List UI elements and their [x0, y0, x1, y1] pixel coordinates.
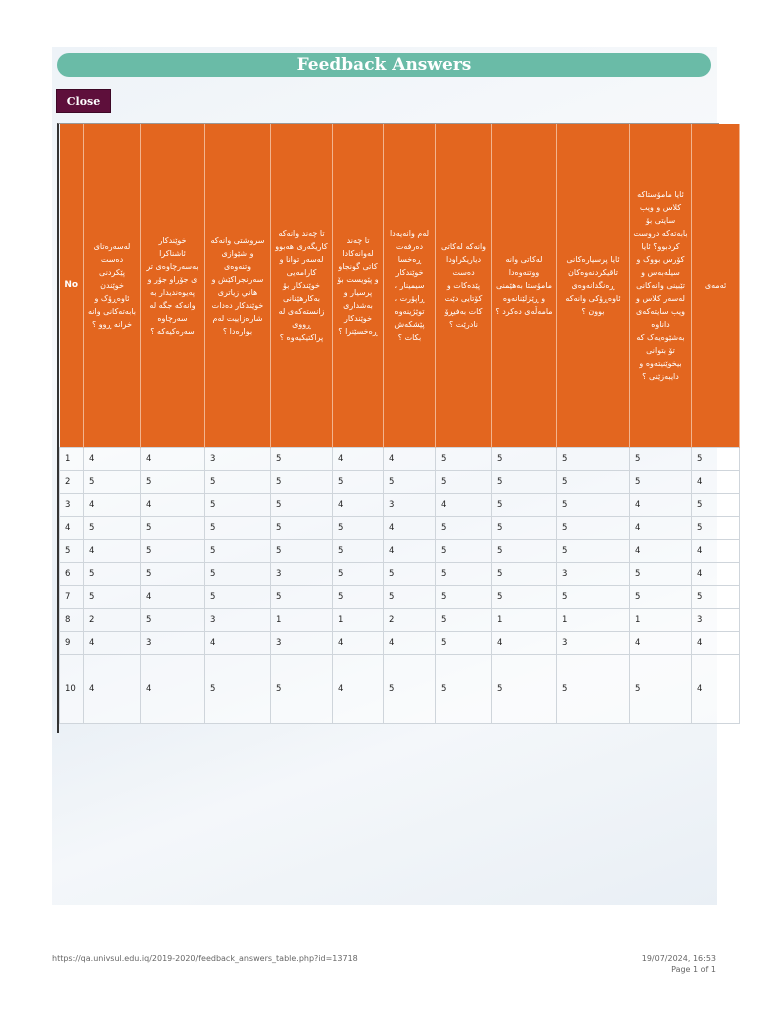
table-cell: 5 — [271, 448, 333, 471]
table-cell: 3 — [271, 632, 333, 655]
table-cell: 5 — [436, 471, 492, 494]
table-cell: 3 — [557, 563, 630, 586]
table-cell: 5 — [692, 517, 740, 540]
feedback-table — [59, 124, 740, 724]
table-cell: 5 — [333, 517, 384, 540]
table-cell: 5 — [384, 655, 436, 724]
table-cell: 5 — [492, 494, 557, 517]
table-cell: 5 — [492, 448, 557, 471]
table-cell: 4 — [141, 448, 205, 471]
table-cell: 5 — [141, 517, 205, 540]
table-cell: 5 — [205, 494, 271, 517]
table-cell: 5 — [141, 609, 205, 632]
table-cell: 5 — [492, 563, 557, 586]
table-cell: 5 — [436, 540, 492, 563]
table-cell: 1 — [271, 609, 333, 632]
table-cell: 5 — [492, 517, 557, 540]
table-cell: 4 — [492, 632, 557, 655]
table-cell: 5 — [271, 655, 333, 724]
table-body — [60, 448, 740, 724]
page-title: Feedback Answers — [57, 53, 711, 77]
row-number-cell: 3 — [60, 494, 84, 517]
table-row — [60, 655, 740, 724]
table-cell: 4 — [333, 494, 384, 517]
table-cell: 5 — [384, 471, 436, 494]
table-cell: 5 — [333, 586, 384, 609]
table-row — [60, 448, 740, 471]
table-cell: 4 — [436, 494, 492, 517]
close-button[interactable]: Close — [56, 89, 111, 113]
column-header: تا چەند وانەکە کاریگەری هەبوو لەسەر توانا و کارامەیی خوێندکار بۆ بەکارهێنانی زانستەکەی لە ڕووی پراکتیکیەوە ؟ — [271, 124, 333, 448]
column-header: لەسەرەتای دەست پێکردنی خوێندن ئاوەڕۆک و بابەتەکانی وانە خرانە ڕوو ؟ — [84, 124, 141, 448]
table-cell: 5 — [692, 448, 740, 471]
table-row — [60, 471, 740, 494]
column-header: لەم وانەیەدا دەرفەت ڕەخسا خوێندکار سیمینار ، ڕاپۆرت ، توێژینەوە پێشکەش بکات ؟ — [384, 124, 436, 448]
table-row — [60, 494, 740, 517]
table-cell: 5 — [692, 494, 740, 517]
table-cell: 4 — [333, 448, 384, 471]
table-cell: 4 — [692, 471, 740, 494]
table-cell: 5 — [271, 540, 333, 563]
column-header: وانەکە لەکاتی دیاریکراودا دەست پێدەکات و کۆتایی دێت کات بەفیڕۆ نادرێت ؟ — [436, 124, 492, 448]
table-cell: 3 — [384, 494, 436, 517]
table-cell: 5 — [557, 494, 630, 517]
table-cell: 5 — [205, 586, 271, 609]
column-header: لەکاتی وانە ووتنەوەدا مامۆستا بەهێمنی و ڕێزلێنانەوە مامەڵەی دەکرد ؟ — [492, 124, 557, 448]
footer-datetime: 19/07/2024, 16:53 — [641, 954, 716, 963]
table-row — [60, 563, 740, 586]
table-cell: 5 — [557, 586, 630, 609]
table-cell: 2 — [384, 609, 436, 632]
table-cell: 5 — [384, 586, 436, 609]
table-cell: 5 — [557, 655, 630, 724]
table-cell: 5 — [205, 540, 271, 563]
table-cell: 4 — [84, 494, 141, 517]
table-cell: 4 — [84, 655, 141, 724]
table-cell: 5 — [205, 517, 271, 540]
row-number-cell: 8 — [60, 609, 84, 632]
row-number-cell: 9 — [60, 632, 84, 655]
table-cell: 4 — [384, 517, 436, 540]
table-cell: 4 — [630, 517, 692, 540]
table-cell: 4 — [630, 632, 692, 655]
feedback-table-container[interactable] — [57, 123, 727, 733]
footer-page-info: Page 1 of 1 — [671, 965, 716, 974]
table-cell: 4 — [84, 448, 141, 471]
table-row — [60, 540, 740, 563]
table-cell: 1 — [557, 609, 630, 632]
row-number-cell: 4 — [60, 517, 84, 540]
table-cell: 5 — [630, 563, 692, 586]
table-cell: 5 — [205, 563, 271, 586]
row-number-cell: 1 — [60, 448, 84, 471]
table-cell: 4 — [692, 632, 740, 655]
table-cell: 5 — [84, 517, 141, 540]
column-header: سروشتی وانەکە و شێوازی وتنەوەی سەرنجراکێش و هاني زياتری خوێندکار دەدات شارەزاییت لەم بوارەدا ؟ — [205, 124, 271, 448]
table-cell: 5 — [557, 517, 630, 540]
table-cell: 4 — [384, 448, 436, 471]
table-cell: 5 — [333, 471, 384, 494]
row-number-cell: 6 — [60, 563, 84, 586]
column-header: تا چەند لەوانەکادا کاتی گونجاو و پێویست بۆ پرسیار و بەشداری خوێندکار ڕەخسێنرا ؟ — [333, 124, 384, 448]
table-cell: 5 — [271, 586, 333, 609]
table-cell: 5 — [84, 471, 141, 494]
table-cell: 1 — [492, 609, 557, 632]
footer-url: https://qa.univsul.edu.iq/2019-2020/feedback_answers_table.php?id=13718 — [52, 954, 358, 963]
table-cell: 5 — [84, 586, 141, 609]
table-cell: 4 — [692, 540, 740, 563]
column-header-no: No — [60, 124, 84, 448]
table-cell: 5 — [436, 448, 492, 471]
table-cell: 4 — [333, 632, 384, 655]
table-cell: 5 — [141, 471, 205, 494]
table-cell: 4 — [141, 494, 205, 517]
table-cell: 5 — [492, 471, 557, 494]
table-cell: 5 — [271, 517, 333, 540]
row-number-cell: 10 — [60, 655, 84, 724]
table-cell: 4 — [692, 655, 740, 724]
table-row — [60, 609, 740, 632]
table-cell: 5 — [333, 563, 384, 586]
table-cell: 5 — [492, 655, 557, 724]
table-cell: 1 — [333, 609, 384, 632]
table-cell: 5 — [557, 540, 630, 563]
table-cell: 5 — [630, 586, 692, 609]
column-header: ئایا مامۆستاکە کلاس و ویب سایتی بۆ بابەتەکە دروست کردبوو؟ ئایا کۆرس بووک و سیلەبەس و تێبینی وانەکانی لەسەر کلاس و ویب سایتەکەی داناوە بەشێوەیەک کە تۆ بتوانی بیخوێنیتەوە و دایبەزێنی ؟ — [630, 124, 692, 448]
table-header-row — [60, 124, 740, 448]
table-cell: 5 — [436, 563, 492, 586]
table-cell: 5 — [141, 563, 205, 586]
table-cell: 5 — [384, 563, 436, 586]
table-cell: 5 — [436, 586, 492, 609]
table-cell: 3 — [205, 609, 271, 632]
row-number-cell: 2 — [60, 471, 84, 494]
table-cell: 5 — [557, 448, 630, 471]
table-cell: 5 — [492, 540, 557, 563]
table-cell: 5 — [436, 655, 492, 724]
table-cell: 5 — [436, 632, 492, 655]
table-row — [60, 517, 740, 540]
table-cell: 5 — [630, 448, 692, 471]
table-cell: 4 — [84, 540, 141, 563]
table-cell: 5 — [141, 540, 205, 563]
table-cell: 5 — [492, 586, 557, 609]
table-cell: 5 — [271, 494, 333, 517]
page-area — [52, 47, 727, 905]
table-cell: 5 — [436, 517, 492, 540]
table-cell: 5 — [205, 655, 271, 724]
row-number-cell: 5 — [60, 540, 84, 563]
table-cell: 5 — [630, 655, 692, 724]
table-cell: 4 — [205, 632, 271, 655]
table-cell: 4 — [84, 632, 141, 655]
table-cell: 5 — [692, 586, 740, 609]
table-cell: 4 — [630, 494, 692, 517]
table-cell: 5 — [84, 563, 141, 586]
row-number-cell: 7 — [60, 586, 84, 609]
table-cell: 5 — [271, 471, 333, 494]
column-header: ئەمەی — [692, 124, 740, 448]
column-header: خوێندکار ئاشناکرا بەسەرچاوەی تر ی جۆراو جۆر و پەیوەندیدار بە وانەکە جگە لە سەرچاوە سەرەکیەکە ؟ — [141, 124, 205, 448]
table-cell: 4 — [141, 655, 205, 724]
table-cell: 4 — [630, 540, 692, 563]
table-cell: 5 — [333, 540, 384, 563]
table-cell: 3 — [692, 609, 740, 632]
table-cell: 5 — [630, 471, 692, 494]
table-cell: 3 — [205, 448, 271, 471]
table-cell: 1 — [630, 609, 692, 632]
table-cell: 3 — [557, 632, 630, 655]
table-cell: 5 — [205, 471, 271, 494]
table-cell: 4 — [141, 586, 205, 609]
column-header: ئایا پرسیارەکانی تاقیکردنەوەکان ڕەنگدانەوەی ئاوەڕۆکی وانەکە بوون ؟ — [557, 124, 630, 448]
table-cell: 4 — [692, 563, 740, 586]
table-cell: 4 — [384, 632, 436, 655]
table-cell: 3 — [141, 632, 205, 655]
table-row — [60, 632, 740, 655]
table-cell: 5 — [436, 609, 492, 632]
table-cell: 4 — [384, 540, 436, 563]
table-cell: 5 — [557, 471, 630, 494]
table-row — [60, 586, 740, 609]
table-cell: 4 — [333, 655, 384, 724]
table-cell: 2 — [84, 609, 141, 632]
table-cell: 3 — [271, 563, 333, 586]
